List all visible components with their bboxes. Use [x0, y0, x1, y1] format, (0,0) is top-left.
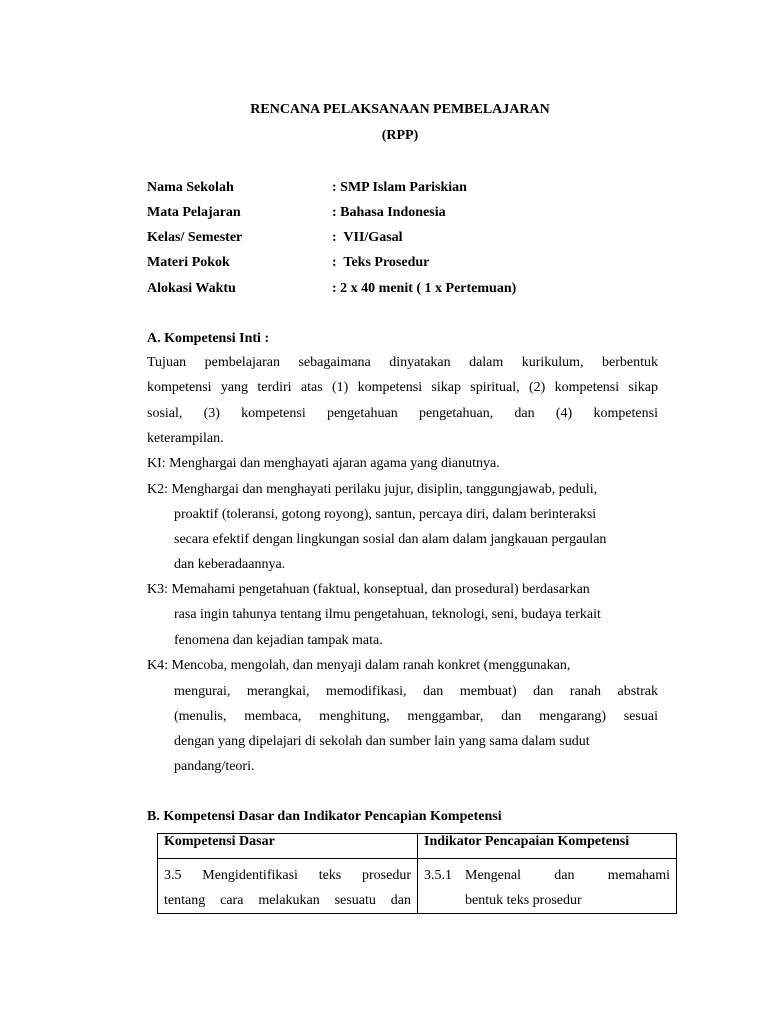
info-row-subject: [147, 205, 667, 229]
info-row-topic: [147, 255, 667, 279]
intro-line: keterampilan.: [147, 431, 224, 446]
info-value: : VII/Gasal: [332, 230, 403, 245]
ipk-line: bentuk teks prosedur: [465, 893, 582, 908]
info-value: : Bahasa Indonesia: [332, 205, 446, 220]
info-row-class: [147, 230, 667, 254]
k3-line: K3: Memahami pengetahuan (faktual, konseptual, dan prosedural) berdasarkan: [147, 582, 590, 597]
ipk-number: 3.5.1: [424, 868, 452, 883]
info-label: Mata Pelajaran: [147, 205, 241, 220]
kd-line: 3.5 Mengidentifikasi teks prosedur: [164, 868, 411, 883]
k4-line: mengurai, merangkai, memodifikasi, dan membuat) dan ranah abstrak: [174, 684, 658, 699]
info-label: Nama Sekolah: [147, 180, 234, 195]
info-value: : SMP Islam Pariskian: [332, 180, 467, 195]
info-label: Kelas/ Semester: [147, 230, 243, 245]
kd-cell: [158, 859, 418, 914]
k3-line: rasa ingin tahunya tentang ilmu pengetahuan, teknologi, seni, budaya terkait: [174, 607, 601, 622]
intro-line: kompetensi yang terdiri atas (1) kompetensi sikap spiritual, (2) kompetensi sikap: [147, 380, 658, 395]
info-label: Alokasi Waktu: [147, 281, 236, 296]
k2-line: dan keberadaannya.: [174, 557, 286, 572]
kd-line: tentang cara melakukan sesuatu dan: [164, 893, 411, 908]
table-row: [158, 859, 677, 914]
k2-line: secara efektif dengan lingkungan sosial dan alam dalam jangkauan pergaulan: [174, 532, 607, 547]
ki1-line: KI: Menghargai dan menghayati ajaran agama yang dianutnya.: [147, 456, 500, 471]
intro-line: sosial, (3) kompetensi pengetahuan pengetahuan, dan (4) kompetensi: [147, 406, 658, 421]
ipk-column-header: Indikator Pencapaian Kompetensi: [418, 834, 677, 859]
ipk-cell: [418, 859, 677, 914]
k4-line: (menulis, membaca, menghitung, menggambar, dan mengarang) sesuai: [174, 709, 658, 724]
table-header-row: [158, 834, 677, 859]
info-label: Materi Pokok: [147, 255, 230, 270]
k4-line: dengan yang dipelajari di sekolah dan sumber lain yang sama dalam sudut: [174, 734, 590, 749]
kd-column-header: Kompetensi Dasar: [158, 834, 418, 859]
k4-line: pandang/teori.: [174, 759, 255, 774]
info-value: : 2 x 40 menit ( 1 x Pertemuan): [332, 281, 517, 296]
k4-line: K4: Mencoba, mengolah, dan menyaji dalam ranah konkret (menggunakan,: [147, 658, 571, 673]
document-title: RENCANA PELAKSANAAN PEMBELAJARAN: [250, 102, 550, 117]
k2-line: K2: Menghargai dan menghayati perilaku jujur, disiplin, tanggungjawab, peduli,: [147, 482, 598, 497]
info-row-school: [147, 180, 667, 204]
info-row-time: [147, 281, 667, 305]
document-subtitle: (RPP): [381, 128, 419, 143]
section-a-heading: A. Kompetensi Inti :: [147, 331, 270, 346]
info-value: : Teks Prosedur: [332, 255, 430, 270]
section-b-heading: B. Kompetensi Dasar dan Indikator Pencapian Kompetensi: [147, 809, 502, 824]
k2-line: proaktif (toleransi, gotong royong), santun, percaya diri, dalam berinteraksi: [174, 507, 597, 522]
ipk-line: Mengenal dan memahami: [465, 868, 670, 883]
k3-line: fenomena dan kejadian tampak mata.: [174, 633, 383, 648]
intro-line: Tujuan pembelajaran sebagaimana dinyatakan dalam kurikulum, berbentuk: [147, 355, 658, 370]
competency-table: [157, 833, 677, 914]
